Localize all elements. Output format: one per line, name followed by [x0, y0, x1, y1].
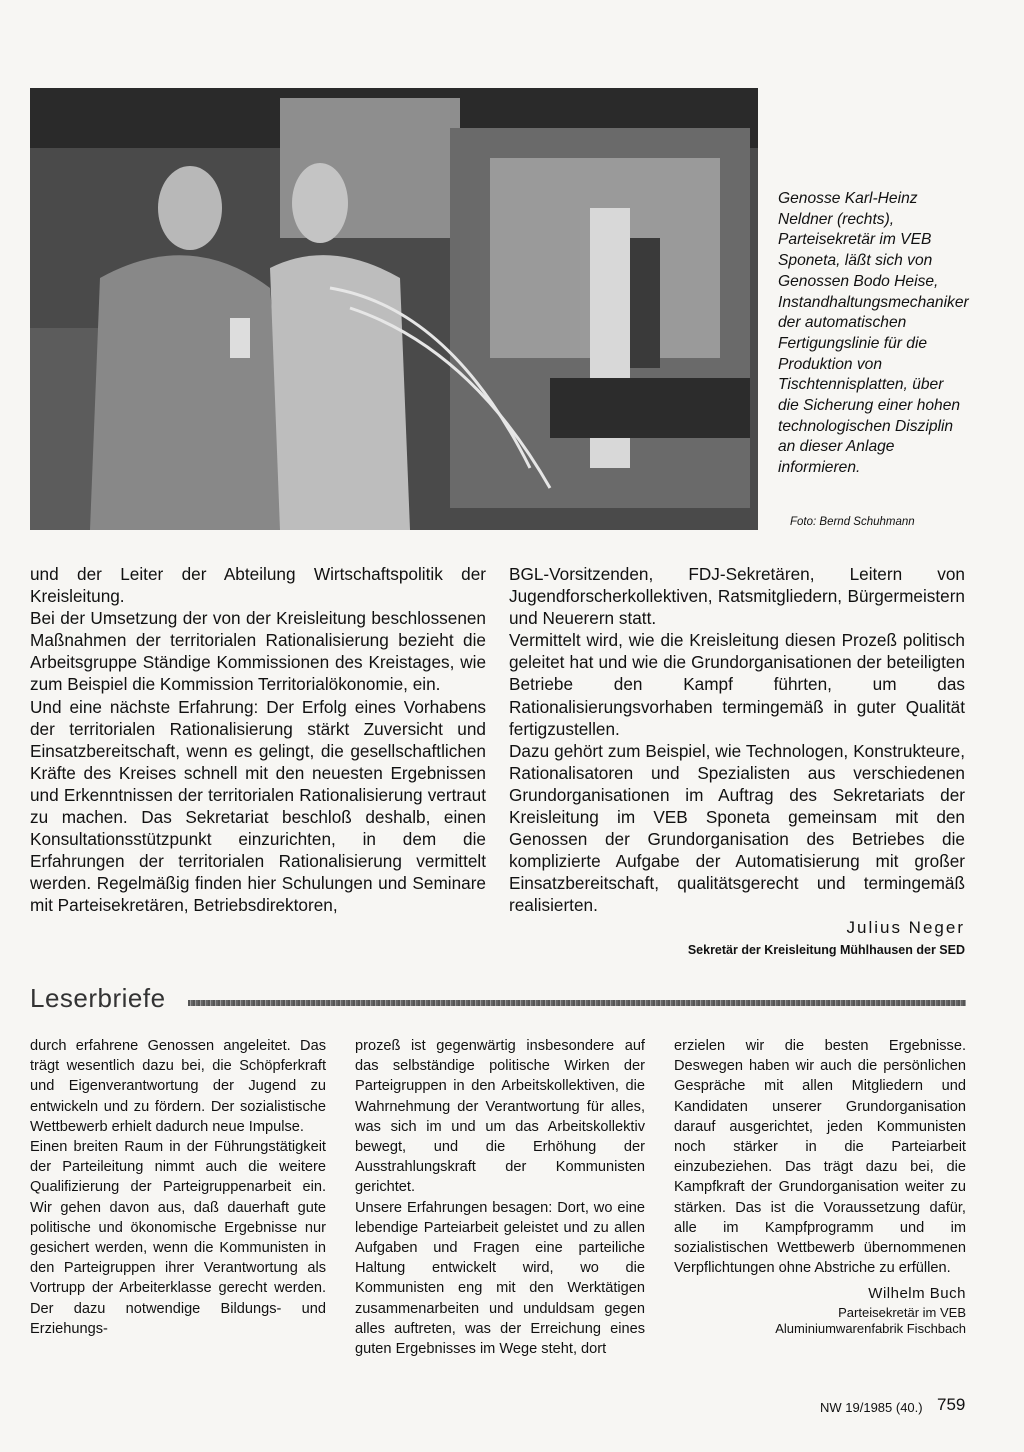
page-number: 759 — [937, 1395, 966, 1414]
article-column-right — [509, 563, 965, 961]
article-paragraph: Bei der Umsetzung der von der Kreisleitung beschlossenen Maßnahmen der territorialen Rationalisierung bezieht die Arbeitsgruppe Ständige Kommissionen des Kreistages, wie zum Beispiel die Kommission Territorialökonomie, ein. — [30, 608, 486, 695]
letter-author-title-line1: Parteisekretär im VEB — [838, 1304, 966, 1320]
article-paragraph: Vermittelt wird, wie die Kreisleitung diesen Prozeß politisch geleitet hat und wie die Grundorganisationen der beteiligten Betriebe den Kampf führten, um das Rationalisierungsvorhaben termingemäß in guter Qualität fertigzustellen. — [509, 630, 965, 739]
article-paragraph: BGL-Vorsitzenden, FDJ-Sekretären, Leitern von Jugendforscherkollektiven, Ratsmitgliedern, Bürgermeistern und Neuerern statt. — [509, 564, 965, 629]
letter-paragraph: erzielen wir die besten Ergebnisse. Deswegen haben wir auch die persönlichen Gespräche mit allen Mitgliedern und Kandidaten unserer Grundorganisation darauf ausgerichtet, jeden Kommunisten noch stärker in die Parteiarbeit einzubeziehen. Das trägt dazu bei, die Kampfkraft der Grundorganisation weiter zu stärken. Das ist die Voraussetzung dafür, alle im Kampfprogramm und im sozialistischen Wettbewerb übernommenen Verpflichtungen ohne Abstriche zu erfüllen. — [674, 1038, 966, 1277]
article-paragraph: Dazu gehört zum Beispiel, wie Technologen, Konstrukteure, Rationalisatoren und Spezialisten aus verschiedenen Grundorganisationen im Auftrag des Sekretariats der Kreisleitung im VEB Sponeta gemeinsam mit den Genossen der Grundorganisation des Betriebes die komplizierte Aufgabe der Automatisierung mit großer Einsatzbereitschaft, qualitätsgerecht und termingemäß realisierten. — [509, 740, 965, 916]
letters-section-header — [30, 982, 966, 1018]
letter-paragraph: Einen breiten Raum in der Führungstätigkeit der Parteileitung nimmt auch die weitere Qualifizierung der Parteigruppenarbeit ein. Wir gehen davon aus, daß dauerhaft gute politische und ökonomische Ergebnisse nur gesichert werden, wenn die Kommunisten in den Parteigruppen ihrer Verantwortung als Vortrupp der Arbeiterklasse gerecht werden. Der dazu notwendige Bildungs- und Erziehungs- — [30, 1139, 326, 1337]
letters-column-2 — [355, 1036, 645, 1359]
letters-column-3 — [674, 1036, 966, 1337]
letters-column-1 — [30, 1036, 326, 1339]
article-paragraph: und der Leiter der Abteilung Wirtschaftspolitik der Kreisleitung. — [30, 564, 486, 607]
article-paragraph: Und eine nächste Erfahrung: Der Erfolg eines Vorhabens der territorialen Rationalisierung stärkt Zuversicht und Einsatzbereitschaft, wenn es gelingt, die gesellschaftlichen Kräfte des Kreises schnell mit den neuesten Ergebnissen und Erkenntnissen der territorialen Rationalisierung vertraut zu machen. Das Sekretariat beschloß deshalb, einen Konsultationsstützpunkt einzurichten, in dem die Erfahrungen der territorialen Rationalisierung vermittelt werden. Regelmäßig finden hier Schulungen und Seminare mit Parteisekretären, Betriebsdirektoren, — [30, 696, 486, 916]
article-author-title: Sekretär der Kreisleitung Mühlhausen der SED — [687, 942, 965, 957]
article-column-left — [30, 563, 486, 917]
article-photo — [30, 88, 758, 530]
letter-paragraph: Unsere Erfahrungen besagen: Dort, wo eine lebendige Parteiarbeit geleistet und zu allen Aufgaben und Fragen eine parteiliche Haltung entwickelt wird, wo die Kommunisten eng mit den Werktätigen zusammenarbeiten und unduldsam gegen alles auftreten, was der Erreichung eines guten Ergebnisses im Wege steht, dort — [355, 1199, 645, 1358]
letter-author-title-line2: Aluminiumwarenfabrik Fischbach — [775, 1320, 966, 1336]
letter-paragraph: prozeß ist gegenwärtig insbesondere auf das selbständige politische Wirken der Parteigruppen in den Arbeitskollektiven, die Wahrnehmung der Verantwortung für alles, was sich im und um das Arbeitskollektiv bewegt, und die Erhöhung der Ausstrahlungskraft der Kommunisten gerichtet. — [355, 1038, 645, 1196]
letters-heading: Leserbriefe — [30, 983, 166, 1013]
photo-illustration — [30, 88, 758, 530]
issue-reference: NW 19/1985 (40.) — [820, 1400, 923, 1415]
article-author: Julius Neger — [846, 917, 965, 937]
letter-paragraph: durch erfahrene Genossen angeleitet. Das trägt wesentlich dazu bei, die Schöpferkraft und Eigenverantwortung der Jugend zu entwickeln und zu fördern. Der sozialistische Wettbewerb erhielt dadurch neue Impulse. — [30, 1038, 326, 1135]
letter-author: Wilhelm Buch — [868, 1285, 966, 1303]
section-divider — [188, 1000, 966, 1006]
photo-credit: Foto: Bernd Schuhmann — [790, 516, 915, 528]
photo-caption: Genosse Karl-Heinz Neldner (rechts), Parteisekretär im VEB Sponeta, läßt sich von Genossen Bodo Heise, Instandhaltungsmechaniker der automatischen Fertigungslinie für die Produktion von Tischtennisplatten, über die Sicherung einer hohen technologischen Disziplin an dieser Anlage informieren. — [778, 190, 969, 477]
